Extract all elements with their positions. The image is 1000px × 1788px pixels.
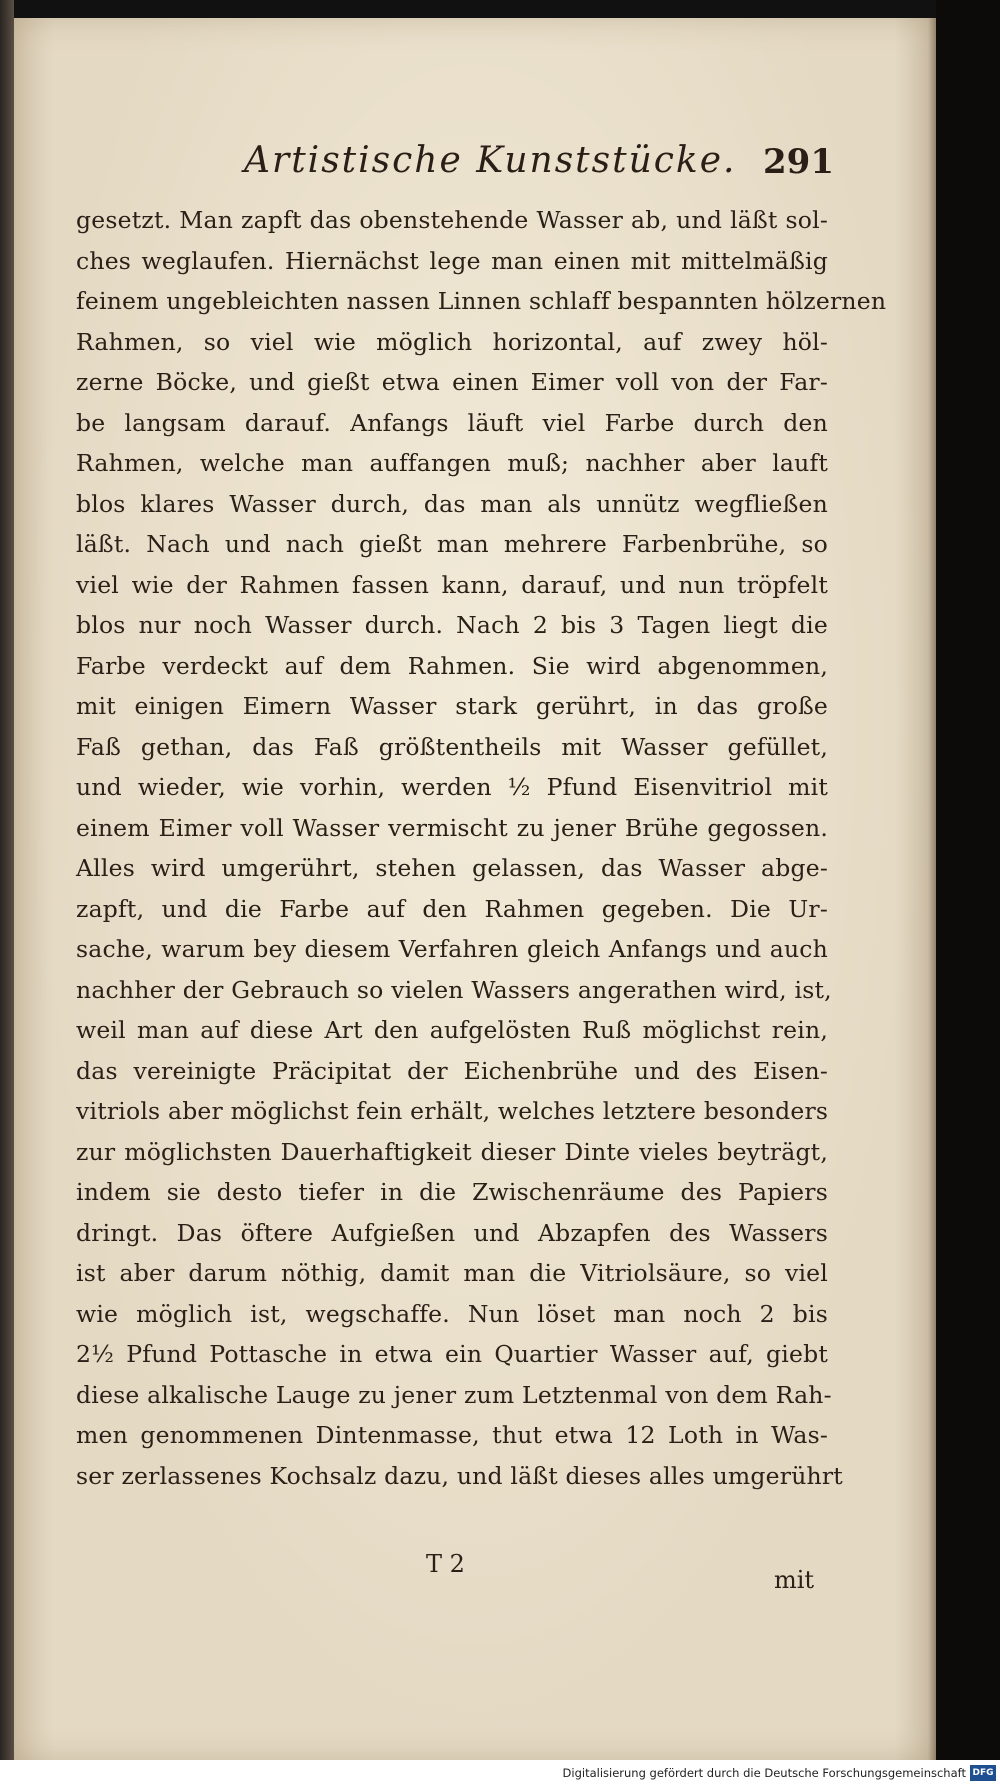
text-line: wie möglich ist, wegschaffe. Nun löset man noch 2 bis [76, 1299, 828, 1328]
text-line: Alles wird umgerührt, stehen gelassen, das Wasser abge- [76, 854, 828, 882]
text-line: Rahmen, welche man auffangen muß; nachher aber lauft [76, 449, 828, 477]
page-header [94, 140, 834, 198]
page-number: 291 [763, 142, 834, 182]
running-head: Artistische Kunststücke. [244, 140, 737, 181]
text-line: ser zerlassenes Kochsalz dazu, und läßt dieses alles umgerührt [76, 1461, 843, 1490]
book-spine-edge [0, 0, 14, 1788]
text-line: viel wie der Rahmen fassen kann, darauf, und nun tröpfelt [76, 570, 828, 599]
text-line: einem Eimer voll Wasser vermischt zu jener Brühe gegossen. [76, 813, 828, 842]
text-line: Faß gethan, das Faß größtentheils mit Wasser gefüllet, [76, 732, 828, 761]
text-line: blos klares Wasser durch, das man als unnütz wegfließen [76, 489, 828, 518]
text-line: sache, warum bey diesem Verfahren gleich Anfangs und auch [76, 935, 828, 963]
text-line: feinem ungebleichten nassen Linnen schlaff bespannten hölzernen [76, 287, 887, 315]
page-edge-shadow [928, 18, 936, 1760]
catchword: mit [774, 1566, 815, 1594]
text-line: ist aber darum nöthig, damit man die Vitriolsäure, so viel [76, 1259, 828, 1287]
text-line: zerne Böcke, und gießt etwa einen Eimer voll von der Far- [76, 368, 828, 396]
text-line: gesetzt. Man zapft das obenstehende Wasser ab, und läßt sol- [76, 206, 828, 234]
text-line: nachher der Gebrauch so vielen Wassers angerathen wird, ist, [76, 975, 832, 1004]
text-line: zur möglichsten Dauerhaftigkeit dieser Dinte vieles beyträgt, [76, 1137, 828, 1166]
text-line: Farbe verdeckt auf dem Rahmen. Sie wird abgenommen, [76, 651, 828, 680]
signature-mark: T 2 [426, 1550, 465, 1578]
text-line: Rahmen, so viel wie möglich horizontal, auf zwey höl- [76, 327, 828, 356]
text-line: men genommenen Dintenmasse, thut etwa 12 Loth in Was- [76, 1421, 828, 1449]
scan-border-top [0, 0, 1000, 18]
text-line: indem sie desto tiefer in die Zwischenräume des Papiers [76, 1178, 828, 1206]
digitization-footer [0, 1760, 1000, 1788]
text-line: mit einigen Eimern Wasser stark gerührt, in das große [76, 692, 828, 720]
text-line: das vereinigte Präcipitat der Eichenbrühe und des Eisen- [76, 1056, 828, 1085]
text-line: dringt. Das öftere Aufgießen und Abzapfen des Wassers [76, 1218, 828, 1247]
scan-border-right [936, 0, 1000, 1760]
text-line: zapft, und die Farbe auf den Rahmen gegeben. Die Ur- [76, 894, 828, 923]
text-line: ches weglaufen. Hiernächst lege man einen mit mittelmäßig [76, 246, 828, 275]
body-text [76, 200, 887, 1496]
text-line: blos nur noch Wasser durch. Nach 2 bis 3 Tagen liegt die [76, 611, 828, 639]
text-line: vitriols aber möglichst fein erhält, welches letztere besonders [76, 1097, 829, 1125]
text-line: weil man auf diese Art den aufgelösten Ruß möglichst rein, [76, 1016, 828, 1044]
text-line: und wieder, wie vorhin, werden ½ Pfund Eisenvitriol mit [76, 773, 828, 801]
text-line: be langsam darauf. Anfangs läuft viel Farbe durch den [76, 408, 828, 437]
text-line: läßt. Nach und nach gießt man mehrere Farbenbrühe, so [76, 530, 828, 558]
funding-credit: Digitalisierung gefördert durch die Deutsche Forschungsgemeinschaft [562, 1766, 966, 1780]
dfg-logo: DFG [970, 1765, 996, 1781]
text-line: diese alkalische Lauge zu jener zum Letztenmal von dem Rah- [76, 1380, 832, 1409]
book-page [14, 18, 936, 1760]
text-line: 2½ Pfund Pottasche in etwa ein Quartier Wasser auf, giebt [76, 1340, 828, 1368]
